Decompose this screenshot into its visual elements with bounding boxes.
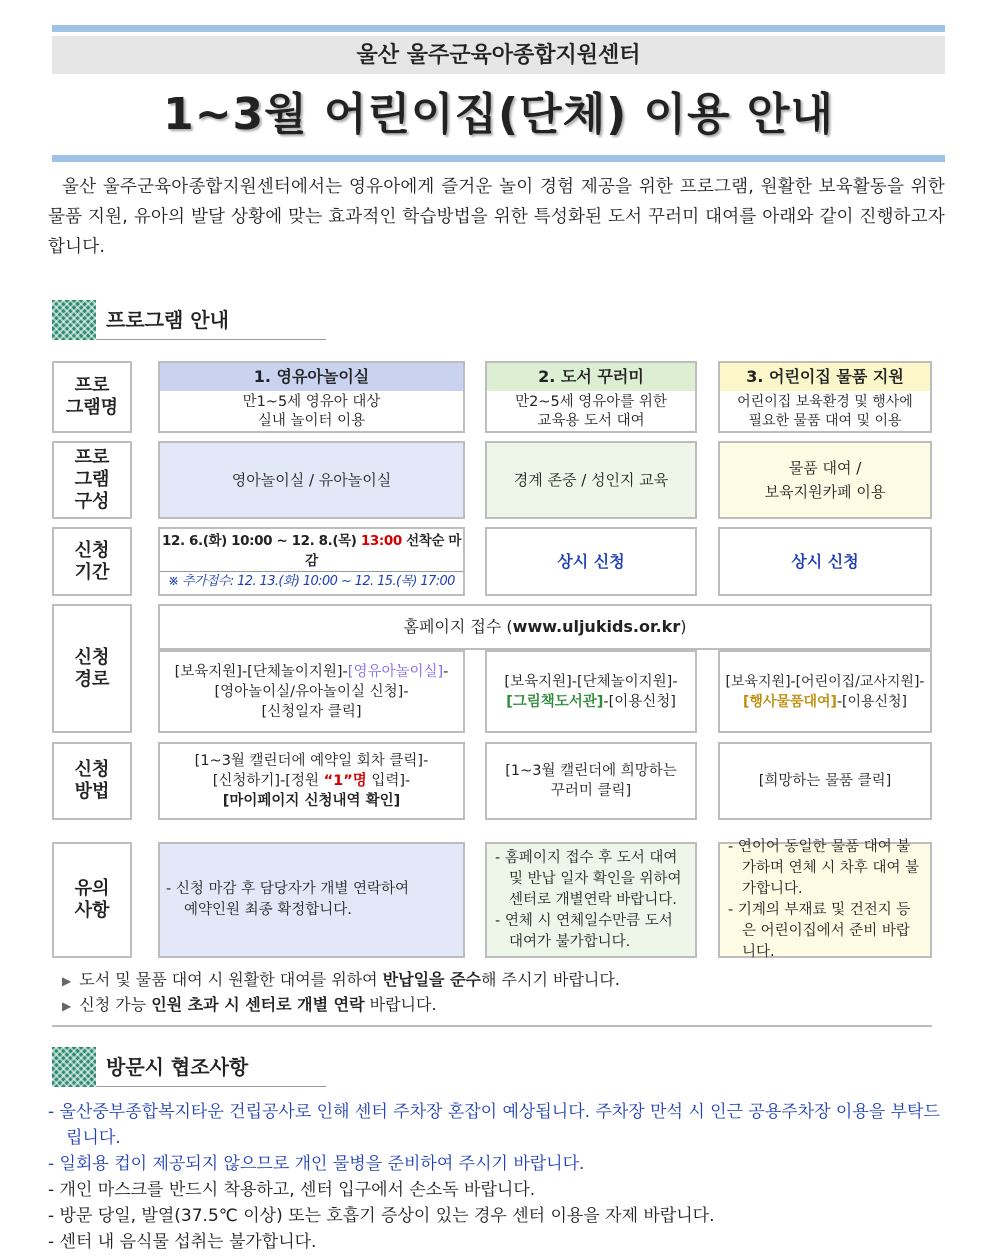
composition-playroom: 영아놀이실 / 유아놀이실 — [158, 441, 465, 519]
route-line: [영아놀이실/유아놀이실 신청]- — [214, 683, 409, 700]
route-highlight: [행사물품대여] — [742, 693, 837, 710]
program-card-books — [485, 361, 697, 433]
route-supplies — [718, 650, 932, 733]
composition-supplies — [718, 441, 932, 519]
method-capacity: “1”명 — [323, 773, 367, 789]
program-desc — [160, 393, 463, 431]
method-line: 꾸러미 클릭] — [550, 783, 632, 799]
homepage-label: 홈페이지 접수 ( — [403, 617, 513, 636]
route-text: - — [443, 663, 449, 680]
bullet-list — [62, 968, 932, 1018]
route-line: [보육지원]-[어린이집/교사지원]- — [725, 673, 925, 690]
route-text: -[이용신청] — [603, 693, 676, 710]
period-deadline-time: 13:00 — [360, 533, 402, 549]
composition-books: 경계 존중 / 성인지 교육 — [485, 441, 697, 519]
program-desc — [487, 393, 695, 431]
notes-list — [720, 837, 930, 963]
program-desc-line: 필요한 물품 대여 및 이용 — [748, 413, 902, 429]
intro-paragraph: 울산 울주군육아종합지원센터에서는 영유아에게 즐거운 놀이 경험 제공을 위한 프로그램, 원활한 보육활동을 위한 물품 지원, 유아의 발달 상황에 맞는 효과적인 학습방법을 위한 특성화된 도서 꾸러미 대여를 아래와 같이 진행하고자 합니다. — [48, 177, 945, 257]
homepage-link[interactable]: www.uljukids.or.kr — [512, 617, 681, 636]
divider — [52, 1025, 932, 1027]
method-line: [마이페이지 신청내역 확인] — [222, 793, 401, 809]
route-books — [485, 650, 697, 733]
program-desc-line: 실내 놀이터 이용 — [257, 413, 366, 429]
row-label-method: 신청 방법 — [52, 742, 132, 820]
notes-list — [487, 848, 695, 953]
program-desc — [720, 393, 930, 431]
visit-list — [48, 1099, 945, 1255]
method-books — [485, 742, 697, 820]
row-label-composition: 프로 그램 구성 — [52, 441, 132, 519]
period-books: 상시 신청 — [485, 527, 697, 596]
program-desc-line: 만2~5세 영유아를 위한 — [515, 394, 667, 410]
method-line: [1~3월 캘린더에 희망하는 — [505, 763, 677, 779]
method-supplies: [희망하는 물품 클릭] — [718, 742, 932, 820]
section-marker-icon — [52, 1047, 96, 1087]
period-note: 선착순 마감 — [305, 533, 462, 569]
visit-item: - 방문 당일, 발열(37.5℃ 이상) 또는 호흡기 증상이 있는 경우 센터 이용을 자제 바랍니다. — [48, 1206, 715, 1226]
route-playroom — [158, 650, 465, 733]
route-highlight: [영유아놀이실] — [347, 663, 444, 680]
homepage-close: ) — [680, 617, 687, 636]
homepage-banner — [158, 604, 932, 650]
route-text: -[이용신청] — [836, 693, 908, 710]
section-program-guide — [52, 300, 326, 340]
note-item: - 연체 시 연체일수만큼 도서 대여가 불가합니다. — [495, 912, 673, 950]
period-supplies: 상시 신청 — [718, 527, 932, 596]
route-line — [506, 692, 676, 712]
program-desc-line: 교육용 도서 대여 — [537, 413, 645, 429]
period-dates: 12. 6.(화) 10:00 ~ 12. 8.(목) — [161, 533, 361, 549]
method-text: 입력]- — [366, 773, 411, 789]
period-playroom — [158, 527, 465, 596]
note-item: - 신청 마감 후 담당자가 개별 연락하여 — [166, 881, 409, 897]
method-text: [신청하기]-[정원 — [212, 773, 324, 789]
note-item: - 홈페이지 접수 후 도서 대여 및 반납 일자 확인을 위하여 센터로 개별연락 바랍니다. — [495, 849, 682, 908]
section-visit-notes — [52, 1047, 326, 1087]
section-title: 방문시 협조사항 — [96, 1048, 326, 1087]
method-line: [1~3월 캘린더에 예약일 회차 클릭]- — [194, 753, 429, 769]
route-line: [신청일자 클릭] — [261, 703, 362, 720]
bullet-item — [62, 993, 932, 1018]
bullet-text: 신청 가능 — [79, 995, 152, 1014]
program-desc-line: 만1~5세 영유아 대상 — [242, 394, 381, 410]
composition-line: 물품 대여 / — [788, 459, 862, 477]
row-label-route: 신청 경로 — [52, 604, 132, 733]
bullet-item — [62, 968, 932, 993]
note-item: - 연이어 동일한 물품 대여 불가하며 연체 시 차후 대여 불가합니다. — [728, 839, 920, 897]
period-extra: ※ 추가접수: 12. 13.(화) 10:00 ~ 12. 15.(목) 17:00 — [168, 574, 455, 589]
period-main — [160, 531, 463, 572]
note-item: - 기계의 부재료 및 건전지 등은 어린이집에서 준비 바랍니다. — [728, 902, 911, 960]
visit-item: - 일회용 컵이 제공되지 않으므로 개인 물병을 준비하여 주시기 바랍니다. — [48, 1154, 585, 1174]
top-bar — [52, 25, 945, 32]
route-line — [175, 662, 449, 682]
program-title: 1. 영유아놀이실 — [160, 363, 463, 391]
bullet-emphasis: 반납일을 준수 — [382, 970, 481, 989]
program-title: 2. 도서 꾸러미 — [487, 363, 695, 391]
program-desc-line: 어린이집 보육환경 및 행사에 — [737, 394, 913, 410]
route-line — [743, 692, 907, 712]
route-text: [보육지원]-[단체놀이지원]- — [174, 663, 348, 680]
method-line — [213, 771, 411, 791]
triangle-right-icon: ▶ — [62, 999, 72, 1013]
bullet-text: 해 주시기 바랍니다. — [481, 970, 620, 989]
notes-list — [160, 879, 417, 921]
method-playroom — [158, 742, 465, 820]
row-label-period: 신청 기간 — [52, 527, 132, 596]
triangle-right-icon: ▶ — [62, 974, 72, 988]
visit-item: - 개인 마스크를 반드시 착용하고, 센터 입구에서 손소독 바랍니다. — [48, 1180, 536, 1200]
notes-supplies — [718, 839, 932, 960]
bullet-text: 도서 및 물품 대여 시 원활한 대여를 위하여 — [79, 970, 383, 989]
row-label-program-name: 프로 그램명 — [52, 361, 132, 433]
section-marker-icon — [52, 300, 96, 340]
visit-item: - 센터 내 음식물 섭취는 불가합니다. — [48, 1232, 317, 1252]
page-title: 1~3월 어린이집(단체) 이용 안내 — [163, 89, 834, 140]
composition-line: 보육지원카페 이용 — [764, 483, 886, 501]
note-item: 예약인원 최종 확정합니다. — [184, 902, 352, 918]
row-label-notes: 유의 사항 — [52, 842, 132, 958]
org-title: 울산 울주군육아종합지원센터 — [52, 36, 945, 74]
title-underline — [52, 155, 945, 162]
route-line: [보육지원]-[단체놀이지원]- — [504, 673, 678, 690]
notes-books — [485, 842, 697, 958]
program-card-supplies — [718, 361, 932, 433]
program-card-playroom — [158, 361, 465, 433]
bullet-text: 바랍니다. — [364, 995, 437, 1014]
bullet-emphasis: 인원 초과 시 센터로 개별 연락 — [151, 995, 365, 1014]
program-title: 3. 어린이집 물품 지원 — [720, 363, 930, 391]
visit-item: - 울산중부종합복지타운 건립공사로 인해 센터 주차장 혼잡이 예상됩니다. 주차장 만석 시 인근 공용주차장 이용을 부탁드립니다. — [48, 1102, 940, 1148]
section-title: 프로그램 안내 — [96, 301, 326, 340]
route-highlight: [그림책도서관] — [506, 693, 604, 710]
notes-playroom — [158, 842, 465, 958]
